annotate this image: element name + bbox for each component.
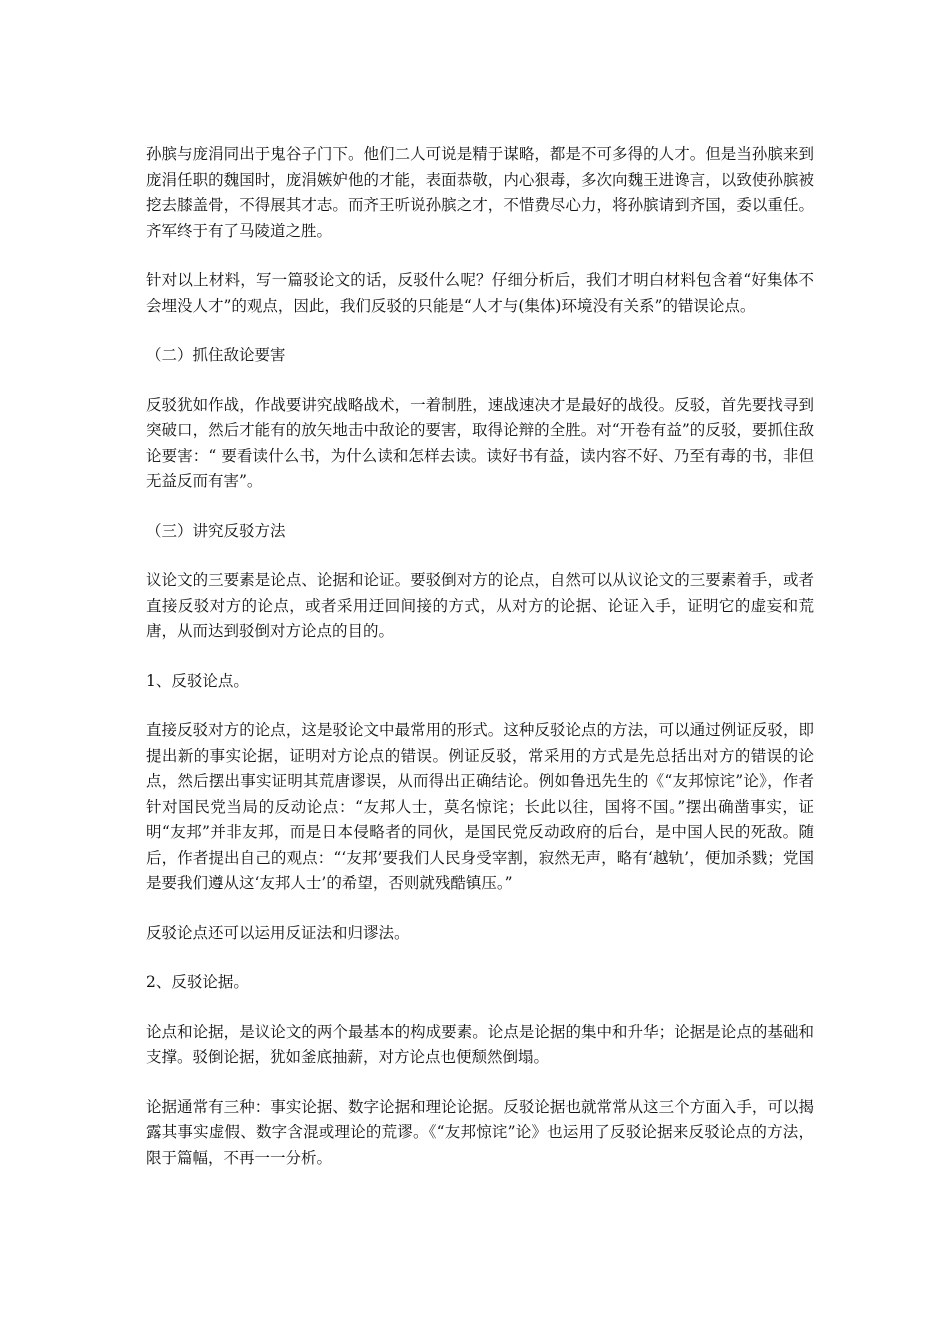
- paragraph-rebut-thesis-extra: 反驳论点还可以运用反证法和归谬法。: [146, 923, 410, 942]
- paragraph-material-analysis: 针对以上材料，写一篇驳论文的话，反驳什么呢？仔细分析后，我们才明白材料包含着“好集体不会埋没人才”的观点，因此，我们反驳的只能是“人才与(集体)环境没有关系”的错误论点。: [146, 271, 814, 315]
- paragraph-rebuttal-methods: 议论文的三要素是论点、论据和论证。要驳倒对方的论点，自然可以从议论文的三要素着手，或者直接反驳对方的论点，或者采用迂回间接的方式，从对方的论据、论证入手，证明它的虚妄和荒唐，从而达到驳倒对方论点的目的。: [146, 571, 814, 640]
- subheading-rebut-evidence: 2、反驳论据。: [146, 973, 249, 991]
- section-heading-2: （二）抓住敌论要害: [146, 346, 286, 364]
- paragraph-thesis-and-evidence: 论点和论据，是议论文的两个最基本的构成要素。论点是论据的集中和升华；论据是论点的基础和支撑。驳倒论据，犹如釜底抽薪，对方论点也便颓然倒塌。: [146, 1022, 814, 1066]
- paragraph-rebut-thesis-detail: 直接反驳对方的论点，这是驳论文中最常用的形式。这种反驳论点的方法，可以通过例证反驳，即提出新的事实论据，证明对方论点的错误。例证反驳，常采用的方式是先总括出对方的错误的论点，然后摆出事实证明其荒唐谬误，从而得出正确结论。例如鲁迅先生的《“友邦惊诧”论》，作者针对国民党当局的反动论点：“友邦人士，莫名惊诧；长此以往，国将不国。”摆出确凿事实，证明“友邦”并非友邦，而是日本侵略者的同伙，是国民党反动政府的后台，是中国人民的死敌。随后，作者提出自己的观点：“‘友邦’要我们人民身受宰割，寂然无声，略有‘越轨’，便加杀戮；党国是要我们遵从这‘友邦人士’的希望，否则就残酷镇压。”: [146, 721, 814, 892]
- subheading-rebut-thesis: 1、反驳论点。: [146, 671, 249, 690]
- paragraph-sun-bin-story: 孙膑与庞涓同出于鬼谷子门下。他们二人可说是精于谋略，都是不可多得的人才。但是当孙膑来到庞涓任职的魏国时，庞涓嫉妒他的才能，表面恭敬，内心狠毒，多次向魏王进谗言，以致使孙膑被挖去膝盖骨，不得展其才志。而齐王听说孙膑之才，不惜费尽心力，将孙膑请到齐国，委以重任。齐军终于有了马陵道之胜。: [146, 145, 814, 240]
- section-heading-3: （三）讲究反驳方法: [146, 521, 286, 540]
- paragraph-grasp-key-point: 反驳犹如作战，作战要讲究战略战术，一着制胜，速战速决才是最好的战役。反驳，首先要找寻到突破口，然后才能有的放矢地击中敌论的要害，取得论辩的全胜。对“开卷有益”的反驳，要抓住敌论要害：“ 要看读什么书，为什么读和怎样去读。读好书有益，读内容不好、乃至有毒的书，非但无益反而有害”。: [146, 395, 814, 490]
- document-page: [146, 142, 814, 1195]
- paragraph-evidence-types: 论据通常有三种：事实论据、数字论据和理论论据。反驳论据也就常常从这三个方面入手，可以揭露其事实虚假、数字含混或理论的荒谬。《“友邦惊诧”论》也运用了反驳论据来反驳论点的方法，限于篇幅，不再一一分析。: [146, 1097, 814, 1167]
